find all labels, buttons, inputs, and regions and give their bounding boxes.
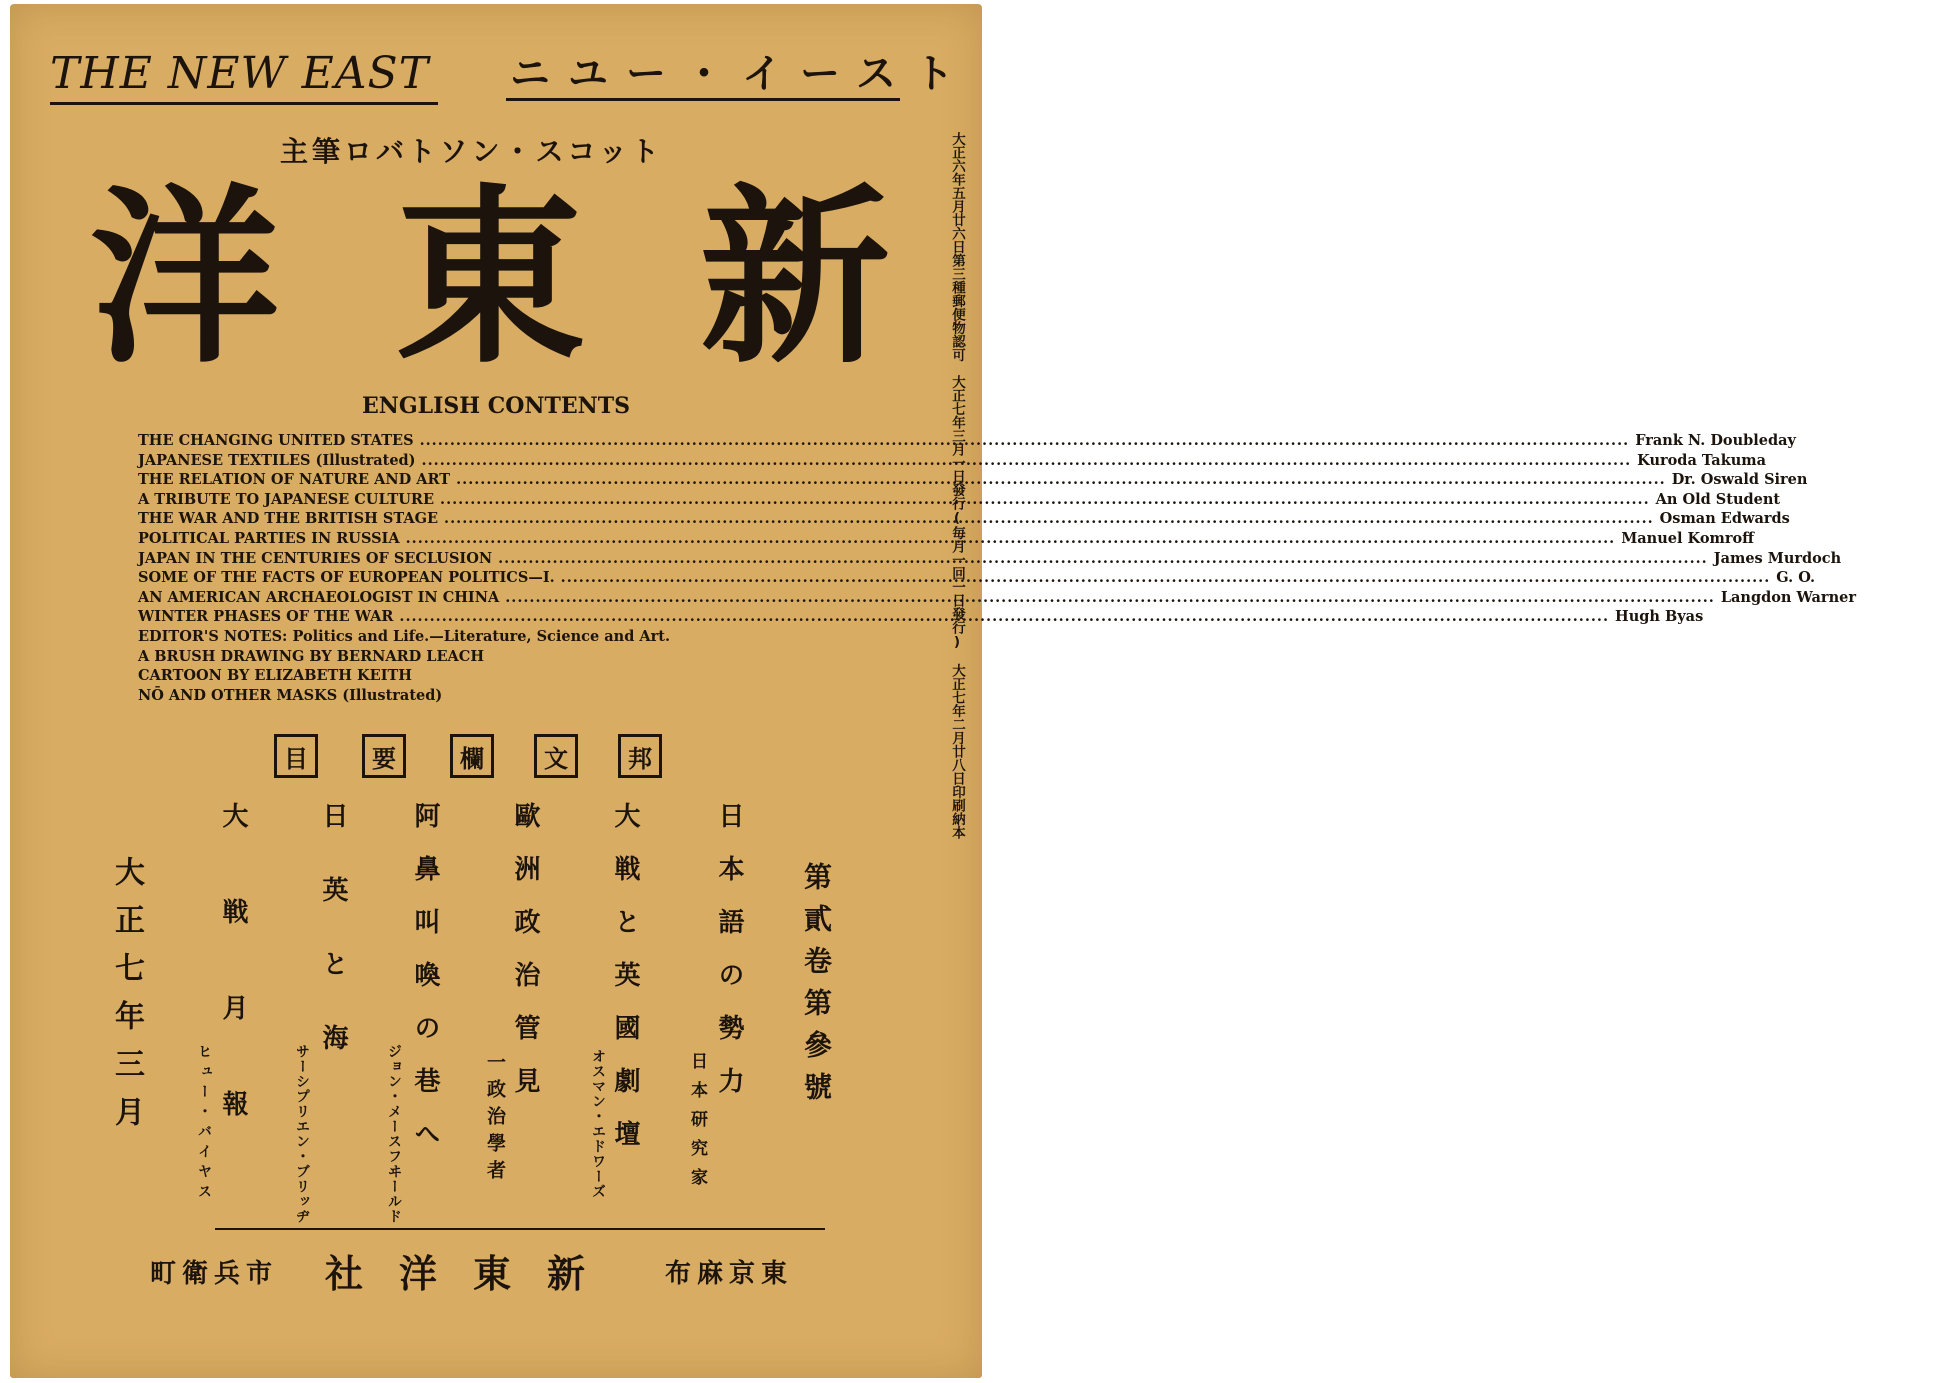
english-title: THE NEW EAST bbox=[50, 48, 430, 99]
contents-author: Manuel Komroff bbox=[1621, 529, 1755, 547]
contents-extra-item: NŌ AND OTHER MASKS (Illustrated) bbox=[138, 686, 443, 704]
postal-registration-stamp: 大正六年五月廿六日第三種郵便物認可 大正七年三月一日發行(毎月一回一日發行) 大正七年二月廿八日印刷納本 bbox=[949, 132, 965, 839]
contents-author: Dr. Oswald Siren bbox=[1671, 471, 1808, 489]
jp-article-author-3: 一政治學者 bbox=[484, 1052, 506, 1187]
contents-leader-dots: ........................................................................................................................................................................................................ bbox=[498, 549, 1708, 567]
contents-leader-dots: ........................................................................................................................................................................................................ bbox=[456, 471, 1666, 489]
contents-row bbox=[138, 588, 1856, 609]
contents-leader-dots: ........................................................................................................................................................................................................ bbox=[399, 608, 1610, 626]
contents-author: James Murdoch bbox=[1713, 549, 1842, 567]
jp-article-title-6: 大戦月報 bbox=[218, 802, 248, 1186]
contents-row bbox=[138, 510, 1790, 530]
contents-title: THE RELATION OF NATURE AND ART bbox=[138, 471, 451, 489]
masthead-char-1: 洋 bbox=[90, 168, 281, 389]
issue-number: 第貳卷第參號 bbox=[800, 862, 833, 1114]
jp-article-title-2: 大戦と英國劇壇 bbox=[610, 802, 640, 1173]
japanese-title-underline bbox=[506, 98, 900, 101]
contents-leader-dots: ........................................................................................................................................................................................................ bbox=[421, 451, 1632, 469]
contents-extra-item: CARTOON BY ELIZABETH KEITH bbox=[138, 667, 412, 685]
contents-title: WINTER PHASES OF THE WAR bbox=[138, 608, 394, 626]
contents-row bbox=[138, 471, 1808, 491]
editor-line: 主筆ロバトソン・スコット bbox=[280, 135, 663, 168]
jp-heading-box-5: 邦 bbox=[618, 734, 662, 778]
contents-title: POLITICAL PARTIES IN RUSSIA bbox=[138, 529, 400, 547]
contents-leader-dots: ........................................................................................................................................................................................................ bbox=[444, 510, 1654, 528]
contents-author: An Old Student bbox=[1655, 490, 1781, 508]
masthead-char-2: 東 bbox=[394, 168, 585, 389]
contents-leader-dots: ........................................................................................................................................................................................................ bbox=[419, 432, 1630, 449]
contents-extra-item: EDITOR'S NOTES: Politics and Life.—Literature, Science and Art. bbox=[138, 627, 671, 645]
publisher-address-left: 町衛兵市 bbox=[150, 1259, 279, 1289]
contents-title: JAPANESE TEXTILES (Illustrated) bbox=[138, 451, 416, 469]
jp-heading-box-2: 要 bbox=[362, 734, 406, 778]
contents-row bbox=[138, 432, 1796, 452]
jp-article-author-4: ジョン・メースフヰールド bbox=[386, 1044, 402, 1224]
jp-article-title-3: 歐洲政治管見 bbox=[510, 802, 540, 1120]
magazine-cover bbox=[10, 4, 1856, 1378]
english-contents-list bbox=[138, 432, 1856, 706]
contents-row bbox=[138, 608, 1704, 628]
bottom-divider bbox=[215, 1228, 825, 1230]
contents-row bbox=[138, 451, 1767, 472]
contents-title: THE CHANGING UNITED STATES bbox=[138, 432, 414, 449]
jp-article-author-2: オスマン・エドワーズ bbox=[590, 1049, 606, 1199]
jp-heading-box-3: 欄 bbox=[450, 734, 494, 778]
jp-article-title-4: 阿鼻叫喚の巷へ bbox=[410, 802, 440, 1173]
jp-article-author-1: 日本研究家 bbox=[687, 1052, 707, 1197]
contents-leader-dots: ........................................................................................................................................................................................................ bbox=[405, 529, 1616, 547]
publisher-address-right: 布麻京東 bbox=[665, 1259, 794, 1289]
issue-date: 大正七年三月 bbox=[109, 856, 144, 1144]
contents-row bbox=[138, 490, 1781, 511]
jp-article-author-6: ヒュー・バイヤス bbox=[196, 1044, 212, 1204]
jp-heading-box-1: 目 bbox=[274, 734, 318, 778]
contents-author: Hugh Byas bbox=[1615, 608, 1704, 626]
english-contents-heading: ENGLISH CONTENTS bbox=[361, 393, 631, 419]
contents-title: AN AMERICAN ARCHAEOLOGIST IN CHINA bbox=[138, 588, 500, 606]
japanese-title: ニユー・イースト bbox=[510, 51, 972, 97]
contents-row bbox=[138, 569, 1816, 589]
jp-heading-box-4: 文 bbox=[534, 734, 578, 778]
contents-author: Kuroda Takuma bbox=[1637, 451, 1767, 469]
publisher-name: 社洋東新 bbox=[325, 1252, 622, 1296]
contents-author: G. O. bbox=[1776, 569, 1816, 587]
contents-title: A TRIBUTE TO JAPANESE CULTURE bbox=[138, 490, 435, 508]
contents-leader-dots: ........................................................................................................................................................................................................ bbox=[505, 588, 1715, 606]
contents-leader-dots: ........................................................................................................................................................................................................ bbox=[440, 490, 1650, 508]
jp-article-title-1: 日本語の勢力 bbox=[714, 802, 744, 1120]
english-title-underline bbox=[50, 102, 438, 105]
contents-author: Frank N. Doubleday bbox=[1635, 432, 1796, 449]
contents-title: SOME OF THE FACTS OF EUROPEAN POLITICS—I. bbox=[138, 569, 555, 587]
masthead bbox=[90, 169, 890, 389]
contents-title: THE WAR AND THE BRITISH STAGE bbox=[138, 510, 439, 528]
contents-row bbox=[138, 549, 1842, 570]
masthead-char-3: 新 bbox=[699, 168, 890, 389]
jp-article-author-5: サーシプリエン・ブリッヂ bbox=[294, 1044, 310, 1224]
contents-title: JAPAN IN THE CENTURIES OF SECLUSION bbox=[138, 549, 493, 567]
contents-author: Langdon Warner bbox=[1720, 588, 1856, 606]
contents-leader-dots: ........................................................................................................................................................................................................ bbox=[560, 569, 1771, 587]
contents-extra-item: A BRUSH DRAWING BY BERNARD LEACH bbox=[138, 647, 485, 665]
contents-row bbox=[138, 529, 1755, 550]
jp-article-title-5: 日英と海 bbox=[318, 802, 348, 1098]
contents-author: Osman Edwards bbox=[1659, 510, 1790, 528]
